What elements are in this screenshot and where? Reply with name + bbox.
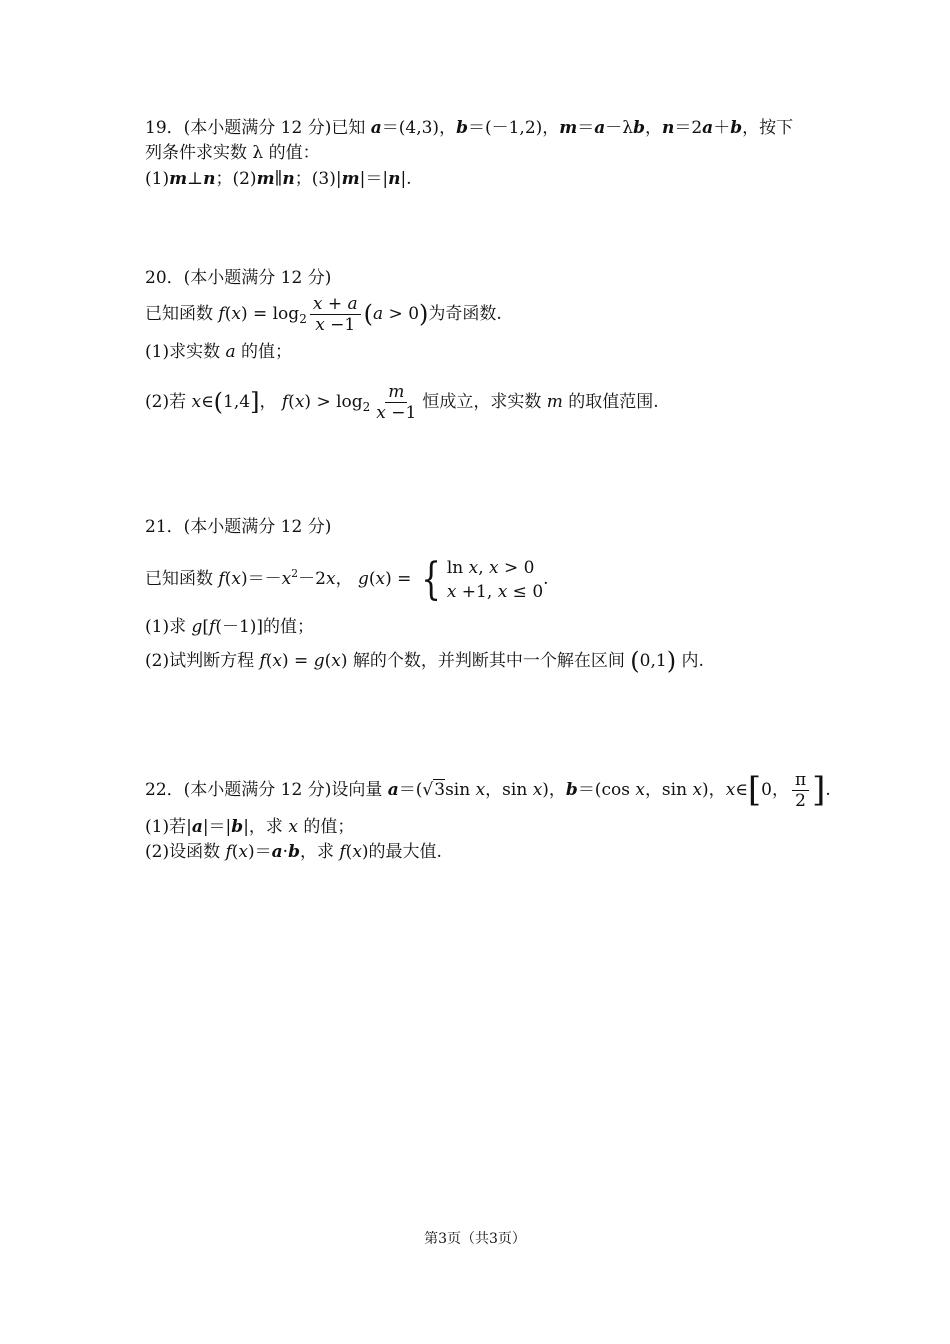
q20-header: 20．(本小题满分 12 分): [145, 268, 332, 288]
q19-line2: 列条件求实数 λ 的值：: [145, 143, 320, 163]
q20-part1: (1)求实数 a 的值；: [145, 342, 293, 362]
q21-line1: 已知函数 $f(x)=-x^2-2x$， g(x) = { ln x, x > 0 x +1, x ≤ 0 .: [145, 553, 549, 605]
page-footer: 第3页（共3页）: [424, 1231, 526, 1247]
q19-line3: (1)m⊥n；(2)m∥n；(3)|m|＝|n|.: [145, 169, 412, 189]
q20-line1: 已知函数 $f(x) = \log_2$ $\frac{x + a}{x -1}$ (a > 0)为奇函数.: [145, 294, 502, 335]
q22-line1: 22．(本小题满分 12 分)设向量 a＝(√3sin x，sin x)，b＝(cos x，sin x)，x∈[0， $\frac{\pi}{2}$ ].: [145, 770, 831, 811]
q22-part1: (1)若|a|＝|b|，求 x 的值；: [145, 817, 355, 837]
q22-part2: (2)设函数 f(x)＝a·b，求 f(x)的最大值.: [145, 842, 442, 862]
q19-line1: 19．(本小题满分 12 分)已知 a＝(4,3)，b＝(－1,2)，m＝a－λb，n＝2a＋b，按下: [145, 118, 794, 138]
q21-header: 21．(本小题满分 12 分): [145, 517, 332, 537]
q21-part2: (2)试判断方程 f(x) = g(x) 解的个数，并判断其中一个解在区间 (0,1) 内.: [145, 647, 704, 675]
q20-part2: (2)若 x∈(1,4]， $f(x) > \log_2$ $\frac{m}{x -1}$ 恒成立，求实数 m 的取值范围.: [145, 382, 659, 423]
q21-part1: (1)求 g[f(－1)]的值；: [145, 617, 315, 637]
